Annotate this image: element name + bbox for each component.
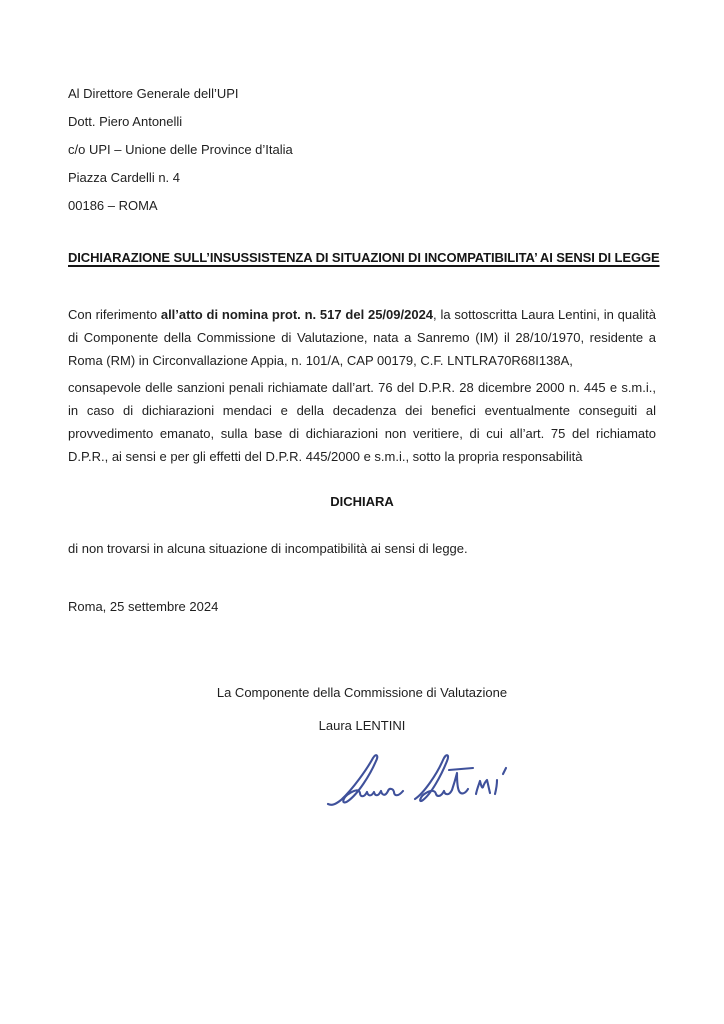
signer-role-line: La Componente della Commissione di Valutazione (216, 685, 508, 700)
paragraph-nomination-reference (68, 303, 656, 372)
nomination-protocol-bold: all’atto di nomina prot. n. 517 del 25/09/2024 (160, 307, 434, 322)
paragraph-reference-prefix: Con riferimento (68, 307, 161, 322)
paragraph-penal-sanctions: consapevole delle sanzioni penali richiamate dall’art. 76 del D.P.R. 28 dicembre 2000 n. 445 e s.m.i., in caso di dichiarazioni mendaci e della decadenza dei benefici eventualmente conseguiti al provvedimento emanato, sulla base di dichiarazioni non veritiere, di cui all’art. 75 del richiamato D.P.R., ai sensi e per gli effetti del D.P.R. 445/2000 e s.m.i., sotto la propria responsabilità (68, 380, 656, 464)
recipient-line-organization: c/o UPI – Unione delle Province d’Italia (68, 142, 293, 157)
document-title: DICHIARAZIONE SULL’INSUSSISTENZA DI SITUAZIONI DI INCOMPATIBILITA’ AI SENSI DI LEGGE (68, 250, 660, 265)
declaration-statement: di non trovarsi in alcuna situazione di incompatibilità ai sensi di legge. (68, 541, 468, 556)
recipient-block (68, 80, 656, 220)
handwritten-signature (323, 746, 513, 816)
handwritten-signature-strokes (328, 755, 506, 805)
signature-area (68, 746, 656, 816)
place-date-line: Roma, 25 settembre 2024 (68, 599, 219, 614)
recipient-line-city: 00186 – ROMA (68, 198, 158, 213)
recipient-line-street: Piazza Cardelli n. 4 (68, 170, 180, 185)
recipient-line-director: Al Direttore Generale dell’UPI (68, 86, 239, 101)
paragraph-reference-suffix: , la sottoscritta Laura Lentini, in qualità di Componente della Commissione di Valutazione, nata a Sanremo (IM) il 28/10/1970, residente a Roma (RM) in Circonvallazione Appia, n. 101/A, CAP 00179, C.F. LNTLRA70R68I138A, (68, 307, 656, 368)
recipient-line-person: Dott. Piero Antonelli (68, 114, 183, 129)
signer-name-line: Laura LENTINI (318, 718, 406, 733)
dichiara-heading: DICHIARA (330, 494, 394, 509)
